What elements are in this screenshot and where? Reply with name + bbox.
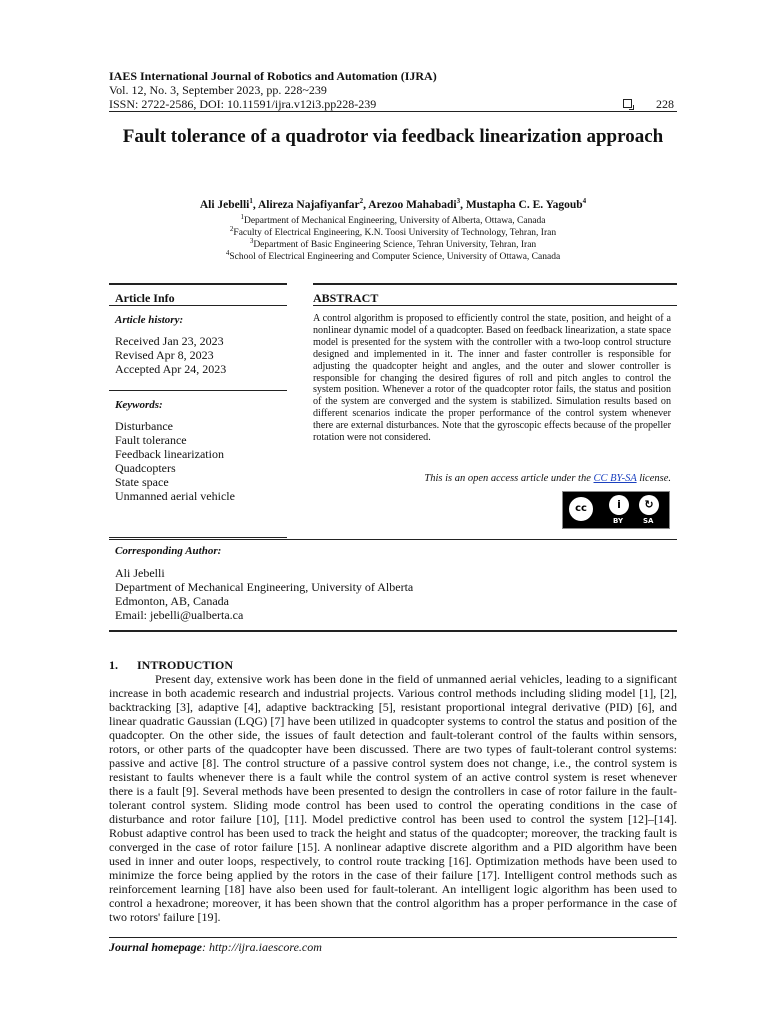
revised-date: Revised Apr 8, 2023 xyxy=(115,348,214,362)
homepage-url[interactable]: : http://ijra.iaescore.com xyxy=(202,940,322,954)
license-line xyxy=(313,473,671,484)
cc-by-sa-icon[interactable] xyxy=(562,491,670,529)
cc-logo-icon: cc xyxy=(567,495,595,523)
corresponding-dept: Department of Mechanical Engineering, University of Alberta xyxy=(115,580,414,594)
introduction-text xyxy=(109,672,677,924)
affiliation-text: Faculty of Electrical Engineering, K.N. Toosi University of Technology, Tehran, Iran xyxy=(233,228,557,239)
corresponding-name: Ali Jebelli xyxy=(115,566,165,580)
paper-title: Fault tolerance of a quadrotor via feedback linearization approach xyxy=(122,126,664,147)
introduction-paragraph: Present day, extensive work has been done in the field of unmanned aerial vehicles, leading to a significant increase in both academic research and industrial projects. Various control methods including sliding model [1], [2], backtracking [3], adaptive [4], adaptive backtracking [5], resistant proportional integral derivative (PID) [6], and linear quadratic Gaussian (LQG) [7] have been utilized in quadcopter systems to control the status and position of the quadcopter. On the other side, the issues of fault detection and fault-tolerant control of the faults within sensors, rotors, or other parts of the quadcopter have been discussed. There are two types of fault-tolerant control systems: passive and active [8]. The control structure of a passive control system does not change, i.e., the control system is resistant to faults whenever there is a fault while the control system of an active control system is reset whenever there is a fault [9]. Several methods have been presented to design the controllers in case of rotor failure in the fault-tolerant control system. Sliding mode control has been used to control the operating conditions in the case of disturbance and rotor failure [10], [11]. Model predictive control has been used to control the system [12]–[14]. Robust adaptive control has been used to track the height and status of the quadcopter; moreover, the tracking fault is converged in the case of rotor failure [15]. A nonlinear adaptive discrete algorithm and a PID algorithm have been used in inner and outer loops, respectively, to control route tracking [16]. Optimization methods have been used to minimize the force being applied by the rotors in the case of their failure [17]. Intelligent control methods such as reinforcement learning [18] have also been used for fault-tolerant. An intelligent logic algorithm has been used to control a hexadrone; moreover, it has been shown that the control algorithm has a proper performance in the case of two rotors' failure [19]. xyxy=(109,672,677,924)
author-name: Alireza Najafiyanfar xyxy=(257,198,360,211)
author-name: Mustapha C. E. Yagoub xyxy=(465,198,583,211)
info-top-rule-right xyxy=(313,283,677,285)
license-prefix: This is an open access article under the xyxy=(424,473,594,484)
corresponding-heading: Corresponding Author: xyxy=(115,545,222,557)
keywords-rule xyxy=(109,537,287,538)
share-alike-icon: ↻ xyxy=(639,495,659,515)
abstract-heading: ABSTRACT xyxy=(313,291,379,305)
author-list: Ali Jebelli$^1$, Alireza Najafiyanfar$^2$, Arezoo Mahabadi$^3$, Mustapha C. E. Yagoub$^4$ xyxy=(199,197,587,211)
license-suffix: license. xyxy=(636,473,671,484)
homepage-label: Journal homepage xyxy=(109,940,203,954)
keyword-item: State space xyxy=(115,475,169,489)
keyword-item: Feedback linearization xyxy=(115,447,224,461)
received-date: Received Jan 23, 2023 xyxy=(115,334,224,348)
affiliation xyxy=(109,247,677,263)
author-sup: 2 xyxy=(359,197,364,205)
affiliation-text: Department of Basic Engineering Science, Tehran University, Tehran, Iran xyxy=(253,240,537,251)
corresponding-email[interactable]: Email: jebelli@ualberta.ca xyxy=(115,608,244,622)
corresponding-top-rule xyxy=(109,539,677,540)
keyword-item: Quadcopters xyxy=(115,461,176,475)
journal-name: IAES International Journal of Robotics and Automation (IJRA) xyxy=(109,69,437,83)
introduction-heading xyxy=(109,658,233,673)
keyword-item: Disturbance xyxy=(115,419,173,433)
attribution-icon: i xyxy=(609,495,629,515)
affiliation-sup: 1 xyxy=(240,213,244,221)
affiliation-text: Department of Mechanical Engineering, University of Alberta, Ottawa, Canada xyxy=(243,216,546,227)
author-name: Ali Jebelli xyxy=(199,198,250,211)
journal-homepage xyxy=(109,940,322,955)
footer-rule xyxy=(109,937,677,938)
info-top-rule-left xyxy=(109,283,287,285)
accepted-date: Accepted Apr 24, 2023 xyxy=(115,362,227,376)
corresponding-bottom-rule xyxy=(109,630,677,632)
keyword-item: Unmanned aerial vehicle xyxy=(115,489,235,503)
header-rule xyxy=(109,111,677,112)
journal-issn: ISSN: 2722-2586, DOI: 10.11591/ijra.v12i3.pp228-239 xyxy=(109,97,377,111)
affiliation-text: School of Electrical Engineering and Computer Science, University of Ottawa, Canada xyxy=(229,252,561,263)
abstract-text: A control algorithm is proposed to efficiently control the state, position, and height of a nonlinear dynamic model of a quadcopter. Based on feedback linearization, a state space model is presented for the system with the controller with a two-loop control structure designed and implemented in it. The inner and faster controller is responsible for adjusting the quadcopter height and angles, and the outer and slower controller is responsible for changing the desired figures of roll and pitch angles to control the system position. Whenever a rotor of the quadcopter rotor fails, the status and position of the system are converged and the system is stabilized. Simulation results based on different scenarios indicate the proper performance of the control system whenever there are external disturbances. Note that the gyroscopic effects because of the propeller rotation were not considered. xyxy=(313,313,671,444)
keywords-heading: Keywords: xyxy=(115,399,163,411)
author-sup: 4 xyxy=(582,197,587,205)
keyword-item: Fault tolerance xyxy=(115,433,187,447)
journal-volume: Vol. 12, No. 3, September 2023, pp. 228~239 xyxy=(109,83,327,97)
article-history-heading: Article history: xyxy=(115,314,184,326)
affiliation-sup: 4 xyxy=(225,249,230,257)
page-number: 228 xyxy=(656,97,674,111)
history-rule xyxy=(109,390,287,391)
badge-by-label: BY xyxy=(613,517,624,525)
author-sup: 1 xyxy=(249,197,253,205)
section-title: INTRODUCTION xyxy=(137,658,234,672)
badge-sa-label: SA xyxy=(643,517,654,525)
author-sup: 3 xyxy=(456,197,461,205)
square-icon xyxy=(623,99,632,108)
section-number: 1. xyxy=(109,658,118,672)
corresponding-city: Edmonton, AB, Canada xyxy=(115,594,229,608)
affiliation-sup: 2 xyxy=(229,225,234,233)
article-info-heading: Article Info xyxy=(115,291,175,305)
license-link[interactable]: CC BY-SA xyxy=(593,473,637,484)
affiliation-sup: 3 xyxy=(249,237,254,245)
author-name: Arezoo Mahabadi xyxy=(368,198,457,211)
